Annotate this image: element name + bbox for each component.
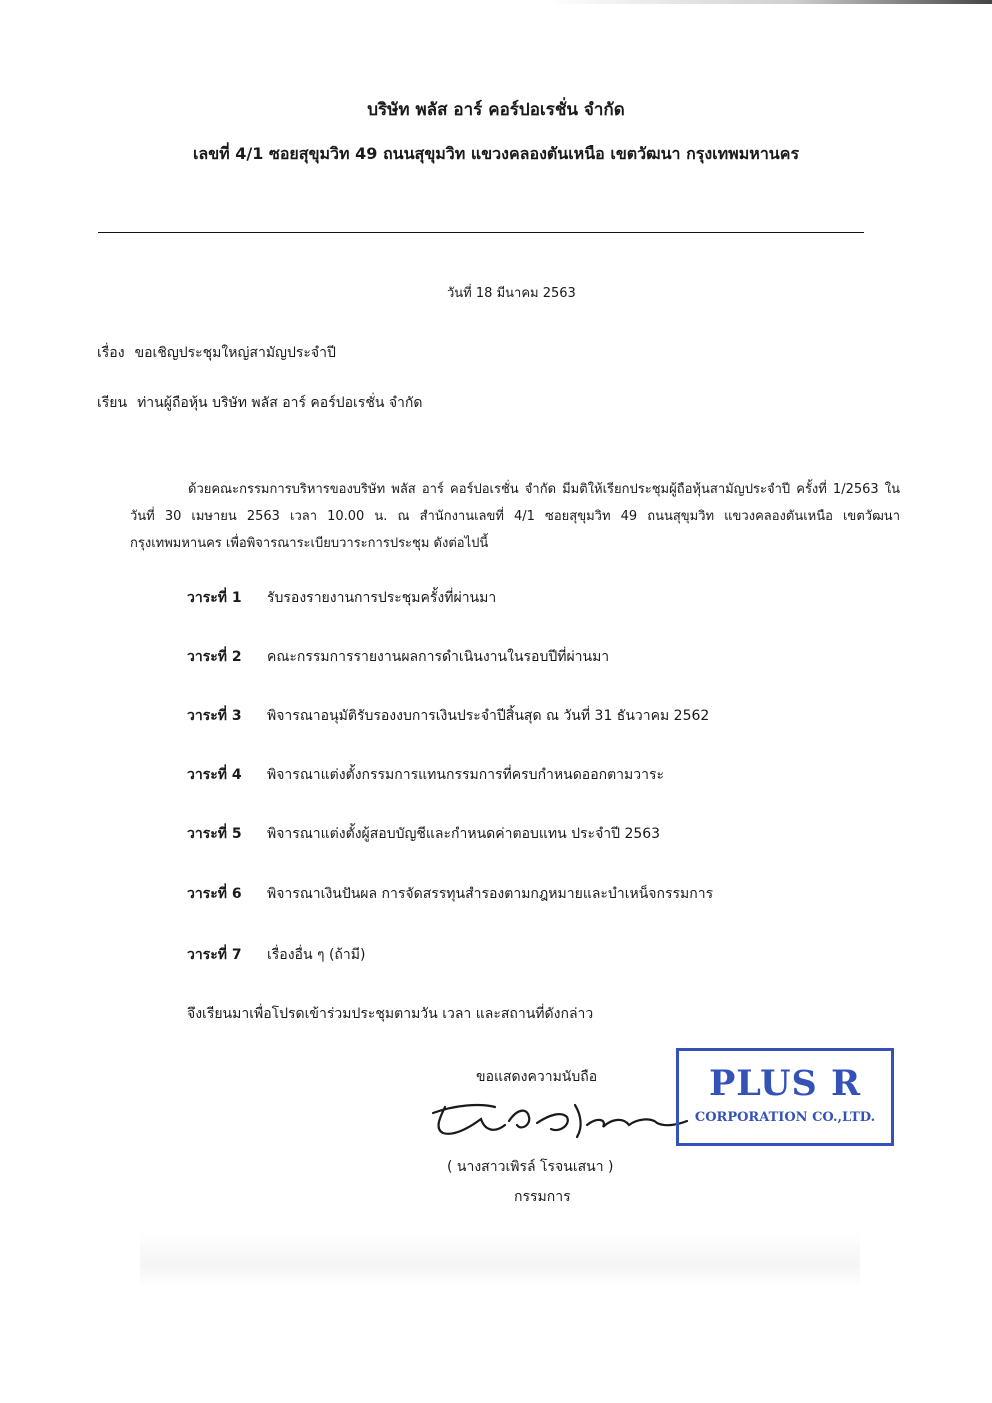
agenda-item-7	[187, 944, 365, 966]
agenda-number: วาระที่ 4	[187, 767, 242, 783]
agenda-item-4	[187, 764, 664, 786]
agenda-text: รับรองรายงานการประชุมครั้งที่ผ่านมา	[267, 590, 497, 606]
agenda-item-5	[187, 823, 660, 845]
company-address: เลขที่ 4/1 ซอยสุขุมวิท 49 ถนนสุขุมวิท แขวงคลองตันเหนือ เขตวัฒนา กรุงเทพมหานคร	[192, 144, 800, 163]
subject-label: เรื่อง	[97, 345, 125, 361]
scan-edge	[0, 0, 992, 4]
agenda-text: เรื่องอื่น ๆ (ถ้ามี)	[267, 947, 366, 963]
recipient-line	[97, 392, 422, 414]
agenda-number: วาระที่ 3	[187, 708, 242, 724]
subject-line	[97, 342, 336, 364]
agenda-item-1	[187, 587, 496, 609]
agenda-item-6	[187, 883, 713, 905]
agenda-number: วาระที่ 5	[187, 826, 242, 842]
recipient-label: เรียน	[97, 395, 128, 411]
agenda-number: วาระที่ 2	[187, 649, 242, 665]
agenda-number: วาระที่ 1	[187, 590, 242, 606]
signer-name: ( นางสาวเพิรล์ โรจนเสนา )	[447, 1159, 614, 1175]
agenda-text: พิจารณาแต่งตั้งผู้สอบบัญชีและกำหนดค่าตอบแทน ประจำปี 2563	[267, 826, 661, 842]
company-name: บริษัท พลัส อาร์ คอร์ปอเรชั่น จำกัด	[367, 100, 625, 120]
agenda-text: พิจารณาอนุมัติรับรองงบการเงินประจำปีสิ้นสุด ณ วันที่ 31 ธันวาคม 2562	[267, 708, 710, 724]
agenda-number: วาระที่ 7	[187, 947, 242, 963]
agenda-item-2	[187, 646, 609, 668]
agenda-text: คณะกรรมการรายงานผลการดำเนินงานในรอบปีที่ผ่านมา	[267, 649, 610, 665]
letter-date: วันที่ 18 มีนาคม 2563	[447, 286, 576, 301]
scan-shadow	[140, 1232, 860, 1287]
signature-icon	[425, 1095, 690, 1143]
agenda-number: วาระที่ 6	[187, 886, 242, 902]
subject-text: ขอเชิญประชุมใหญ่สามัญประจำปี	[134, 345, 336, 361]
agenda-item-3	[187, 705, 709, 727]
closing-sentence: จึงเรียนมาเพื่อโปรดเข้าร่วมประชุมตามวัน เวลา และสถานที่ดังกล่าว	[187, 1006, 594, 1022]
agenda-text: พิจารณาแต่งตั้งกรรมการแทนกรรมการที่ครบกำหนดออกตามวาระ	[267, 767, 665, 783]
stamp-subtitle: CORPORATION CO.,LTD.	[694, 1110, 876, 1125]
recipient-text: ท่านผู้ถือหุ้น บริษัท พลัส อาร์ คอร์ปอเรชั่น จำกัด	[137, 395, 423, 411]
regards-text: ขอแสดงความนับถือ	[476, 1069, 598, 1085]
company-stamp	[676, 1048, 894, 1146]
signer-title: กรรมการ	[514, 1189, 571, 1205]
agenda-text: พิจารณาเงินปันผล การจัดสรรทุนสำรองตามกฎหมายและบำเหน็จกรรมการ	[267, 886, 714, 902]
header-divider	[98, 232, 864, 233]
stamp-title: PLUS R	[708, 1063, 862, 1104]
body-paragraph: ด้วยคณะกรรมการบริหารของบริษัท พลัส อาร์ คอร์ปอเรชั่น จำกัด มีมติให้เรียกประชุมผู้ถือหุ้นสามัญประจำปี ครั้งที่ 1/2563 ในวันที่ 30 เมษายน 2563 เวลา 10.00 น. ณ สำนักงานเลขที่ 4/1 ซอยสุขุมวิท 49 ถนนสุขุมวิท แขวงคลองตันเหนือ เขตวัฒนา กรุงเทพมหานคร เพื่อพิจารณาระเบียบวาระการประชุม ดังต่อไปนี้	[130, 482, 900, 551]
